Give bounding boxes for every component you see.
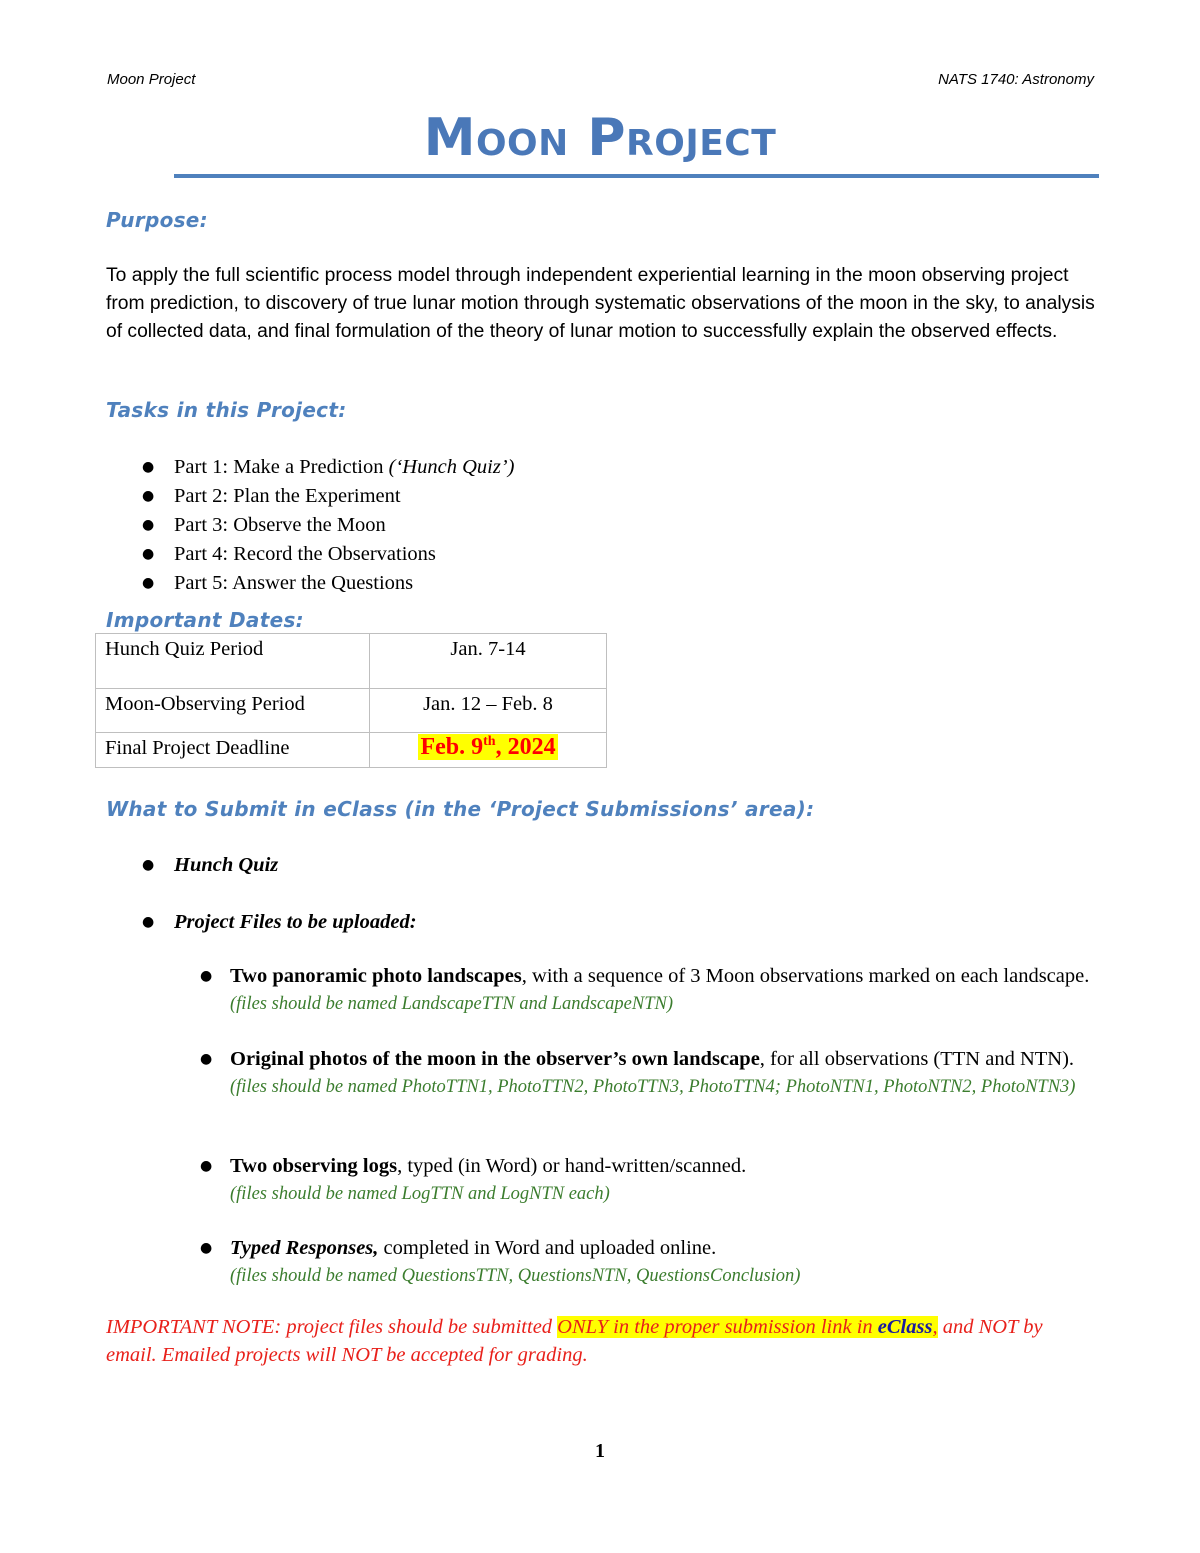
bullet-icon: ● bbox=[142, 517, 155, 533]
page-number: 1 bbox=[595, 1440, 605, 1462]
deadline-value: Feb. 9th, 2024 bbox=[370, 733, 607, 768]
table-row bbox=[96, 689, 607, 733]
date-value: Jan. 12 – Feb. 8 bbox=[370, 689, 607, 733]
title-rule bbox=[174, 174, 1099, 178]
file-list bbox=[106, 1046, 1096, 1101]
bullet-icon: ● bbox=[142, 914, 155, 930]
bullet-icon: ● bbox=[142, 488, 155, 504]
running-header-right: NATS 1740: Astronomy bbox=[938, 71, 1094, 88]
purpose-heading: Purpose: bbox=[106, 208, 208, 232]
submit-list bbox=[106, 851, 278, 880]
table-row bbox=[96, 634, 607, 689]
submit-list bbox=[106, 908, 417, 937]
bullet-icon: ● bbox=[142, 546, 155, 562]
bullet-icon: ● bbox=[200, 1051, 213, 1067]
bullet-icon: ● bbox=[142, 857, 155, 873]
task-list bbox=[106, 453, 514, 598]
list-item: ● Project Files to be uploaded: bbox=[106, 908, 417, 937]
list-item: ● Hunch Quiz bbox=[106, 851, 278, 880]
list-item: ● Part 4: Record the Observations bbox=[106, 540, 514, 569]
important-note: IMPORTANT NOTE: project files should be submitted ONLY in the proper submission link in eClass, and NOT by email. Emailed projects will NOT be accepted for grading. bbox=[106, 1316, 1043, 1366]
list-item: ● Two panoramic photo landscapes, with a sequence of 3 Moon observations marked on each landscape. (files should be named LandscapeTTN and LandscapeNTN) bbox=[200, 965, 1090, 1014]
tasks-heading: Tasks in this Project: bbox=[106, 398, 347, 422]
file-list bbox=[106, 963, 1096, 1018]
list-item: ● Original photos of the moon in the observer’s own landscape, for all observations (TTN and NTN). (files should be named PhotoTTN1, PhotoTTN2, PhotoTTN3, PhotoTTN4; PhotoNTN1, PhotoNTN2, PhotoNTN3) bbox=[200, 1048, 1076, 1097]
purpose-text: To apply the full scientific process model through independent experiential learning in the moon observing project from prediction, to discovery of true lunar motion through systematic observations of the moon in the sky, to analysis of collected data, and final formulation of the theory of lunar motion to successfully explain the observed effects. bbox=[106, 265, 1095, 342]
list-item: ● Part 1: Make a Prediction (‘Hunch Quiz’) bbox=[106, 453, 514, 482]
running-header-left: Moon Project bbox=[107, 71, 196, 88]
bullet-icon: ● bbox=[200, 1240, 213, 1256]
date-label: Final Project Deadline bbox=[96, 733, 370, 768]
file-list bbox=[106, 1153, 1096, 1208]
table-row bbox=[96, 733, 607, 768]
list-item: ● Two observing logs, typed (in Word) or hand-written/scanned. (files should be named LogTTN and LogNTN each) bbox=[200, 1155, 747, 1204]
list-item: ● Typed Responses, completed in Word and uploaded online. (files should be named QuestionsTTN, QuestionsNTN, QuestionsConclusion) bbox=[200, 1237, 801, 1286]
date-label: Hunch Quiz Period bbox=[96, 634, 370, 689]
list-item: ● Part 5: Answer the Questions bbox=[106, 569, 514, 598]
dates-table bbox=[95, 633, 607, 768]
bullet-icon: ● bbox=[142, 459, 155, 475]
file-list bbox=[106, 1235, 1096, 1290]
page-title: Moon Project bbox=[423, 108, 777, 168]
submit-heading: What to Submit in eClass (in the ‘Project Submissions’ area): bbox=[106, 797, 815, 821]
bullet-icon: ● bbox=[200, 1158, 213, 1174]
dates-heading: Important Dates: bbox=[106, 608, 304, 632]
bullet-icon: ● bbox=[200, 968, 213, 984]
date-label: Moon-Observing Period bbox=[96, 689, 370, 733]
list-item: ● Part 2: Plan the Experiment bbox=[106, 482, 514, 511]
list-item: ● Part 3: Observe the Moon bbox=[106, 511, 514, 540]
bullet-icon: ● bbox=[142, 575, 155, 591]
date-value: Jan. 7-14 bbox=[370, 634, 607, 689]
